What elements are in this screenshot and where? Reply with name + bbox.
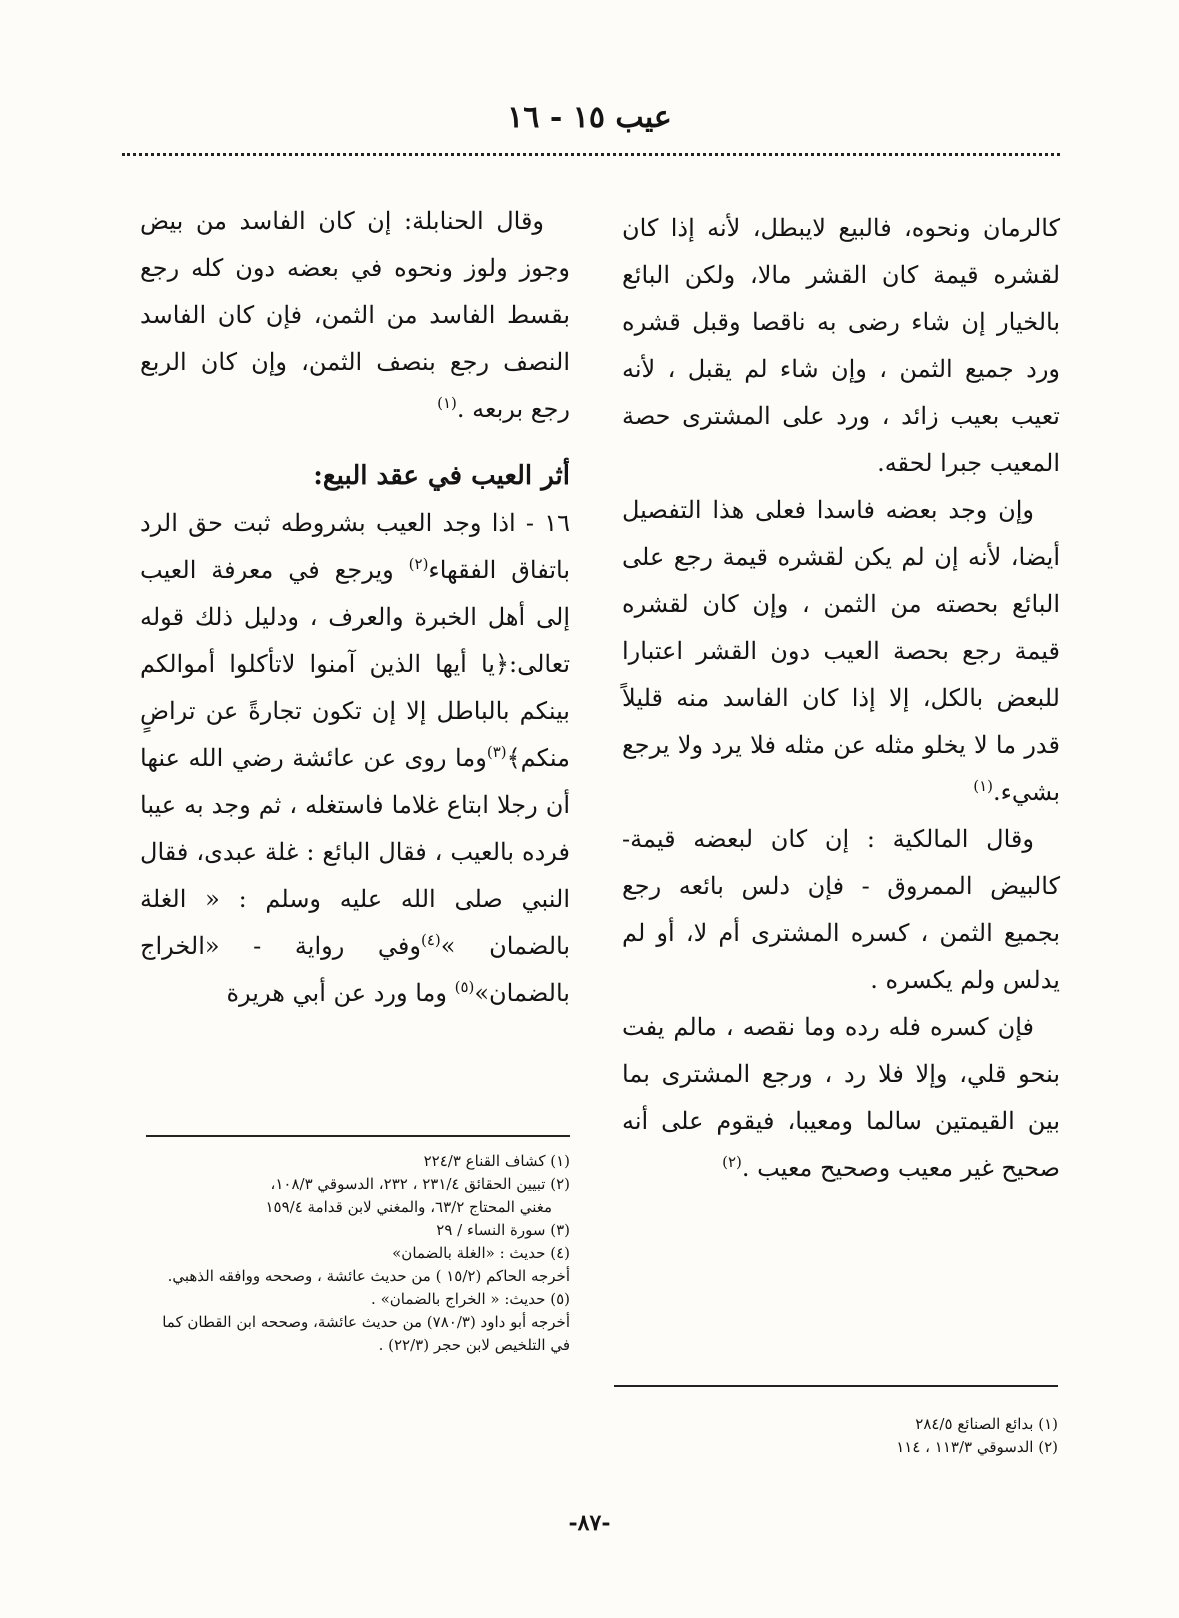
paragraph: [140, 198, 570, 433]
paragraph: [140, 500, 570, 1017]
footnote-continuation: مغني المحتاج ٦٣/٢، والمغني لابن قدامة ١٥٩/٤: [265, 1198, 552, 1216]
footnote-ref: (٣): [486, 743, 507, 761]
page-header-title: عيب ١٥ - ١٦: [507, 100, 672, 135]
footnote: (١) كشاف القناع ٢٢٤/٣: [423, 1152, 570, 1170]
footnote-continuation: أخرجه الحاكم (١٥/٢ ) من حديث عائشة ، وصححه ووافقه الذهبي.: [167, 1267, 570, 1285]
footnote-ref: (٥): [454, 978, 475, 996]
paragraph-text: وقال الحنابلة: إن كان الفاسد من بيض وجوز ولوز ونحوه في بعضه دون كله رجع بقسط الفاسد من الثمن، فإن كان الفاسد النصف رجع بنصف الثمن، وإن كان الربع رجع بربعه .: [140, 207, 570, 423]
footnotes-right: [622, 1413, 1058, 1459]
footnote: (٤) حديث : «الغلة بالضمان»: [392, 1244, 570, 1262]
paragraph-text: وما ورد عن أبي هريرة: [226, 979, 455, 1007]
paragraph-text: ويرجع في معرفة العيب إلى أهل الخبرة والعرف ، ودليل ذلك قوله تعالى:﴿يا أيها الذين آمنوا لاتأكلوا أموالكم بينكم بالباطل إلا إن تكون تجارةً عن تراضٍ منكم﴾: [140, 556, 571, 772]
paragraph-text: وفي رواية - «الخراج بالضمان»: [140, 932, 570, 1007]
footnote-continuation: أخرجه أبو داود (٧٨٠/٣) من حديث عائشة، وصححه ابن القطان كما في التلخيص لابن حجر (٢٢/٣) .: [162, 1313, 570, 1354]
right-column: [622, 205, 1060, 1192]
header-dotted-rule: [122, 153, 1060, 156]
paragraph: [622, 816, 1060, 1004]
paragraph-text: وقال المالكية : إن كان لبعضه قيمة- كالبيض الممروق - فإن دلس بائعه رجع بجميع الثمن ، كسره المشترى أم لا، أو لم يدلس ولم يكسره .: [622, 825, 1060, 994]
footnote-ref: (٢): [722, 1153, 742, 1171]
footnote: (٢) تبيين الحقائق ٢٣١/٤ ، ٢٣٢، الدسوقي ١٠٨/٣،: [270, 1175, 570, 1193]
paragraph: [622, 487, 1060, 816]
paragraph: [622, 1004, 1060, 1192]
footnote-ref: (١): [973, 777, 993, 795]
paragraph: [622, 205, 1060, 487]
footnote: (١) بدائع الصنائع ٢٨٤/٥: [915, 1415, 1058, 1433]
footnote: (٣) سورة النساء / ٢٩: [436, 1221, 570, 1239]
paragraph-text: وما روى عن عائشة رضي الله عنها أن رجلا ابتاع غلاما فاستغله ، ثم وجد به عيبا فرده بالعيب ، فقال البائع : غلة عبدى، فقال النبي صلى الله عليه وسلم : « الغلة بالضمان »: [140, 744, 570, 960]
page-number: -٨٧-: [568, 1510, 611, 1536]
footnote-rule-right: [614, 1385, 1058, 1387]
paragraph-text: كالرمان ونحوه، فالبيع لايبطل، لأنه إذا كان لقشره قيمة كان القشر مالا، ولكن البائع بالخيار إن شاء رضى به ناقصا وقبل قشره ورد جميع الثمن ، وإن شاء لم يقبل ، لأنه تعيب بعيب زائد ، ورد على المشترى حصة المعيب جبرا لحقه.: [622, 214, 1060, 477]
paragraph-text: ١٦ - اذا وجد العيب بشروطه ثبت حق الرد باتفاق الفقهاء: [140, 509, 571, 584]
left-column: [140, 198, 570, 1017]
paragraph-text: وإن وجد بعضه فاسدا فعلى هذا التفصيل أيضا، لأنه إن لم يكن لقشره قيمة رجع على البائع بحصته من الثمن ، وإن كان لقشره قيمة رجع بحصة العيب دون القشر اعتبارا للبعض بالكل، إلا إذا كان الفاسد منه قليلاً قدر ما لا يخلو مثله عن مثله فلا يرد ولا يرجع بشيء.: [622, 496, 1060, 806]
footnote-rule-left: [146, 1135, 570, 1137]
footnote: (٥) حديث: « الخراج بالضمان» .: [371, 1290, 570, 1308]
footnotes-left: [140, 1150, 570, 1357]
paragraph-text: فإن كسره فله رده وما نقصه ، مالم يفت بنحو قلي، وإلا فلا رد ، ورجع المشترى بما بين القيمتين سالما ومعيبا، فيقوم على أنه صحيح غير معيب وصحيح معيب .: [622, 1013, 1060, 1182]
footnote: (٢) الدسوقي ١١٣/٣ ، ١١٤: [896, 1438, 1058, 1456]
footnote-ref: (١): [437, 394, 457, 412]
section-heading: أثر العيب في عقد البيع:: [313, 461, 570, 491]
footnote-ref: (٢): [408, 555, 429, 573]
footnote-ref: (٤): [420, 931, 441, 949]
